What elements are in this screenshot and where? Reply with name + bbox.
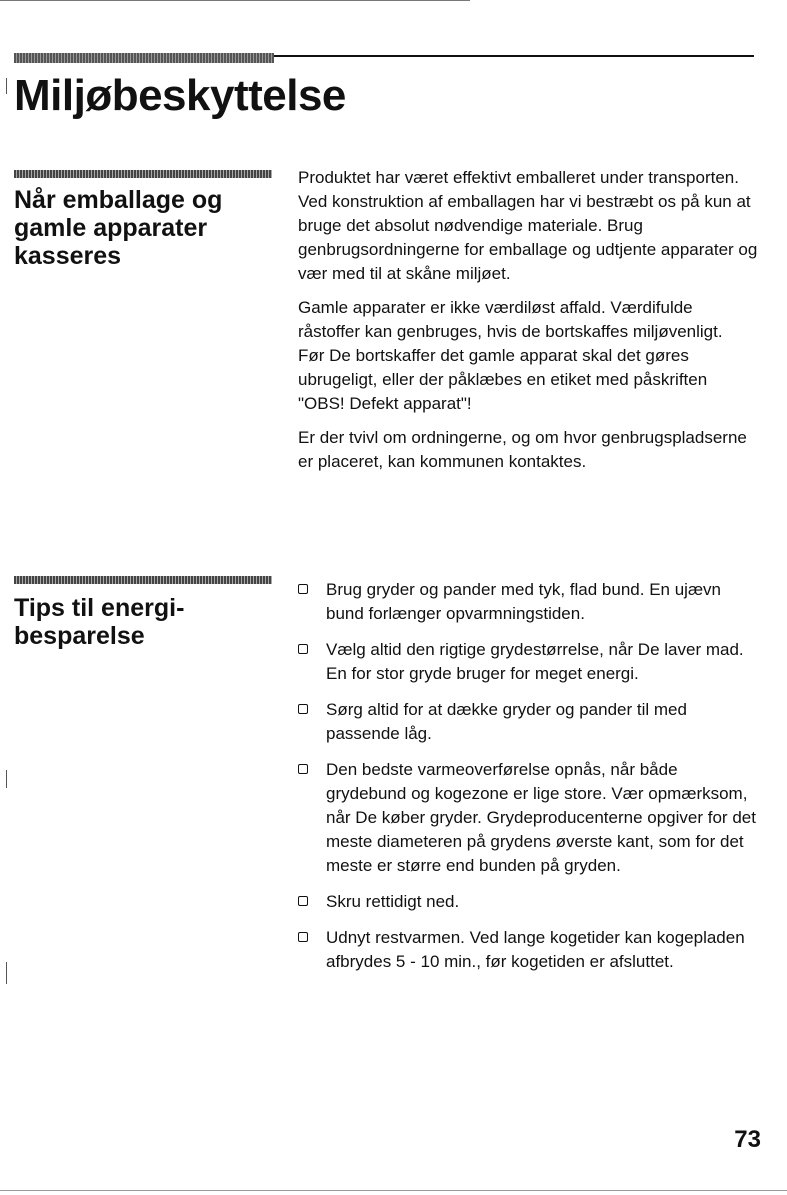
- environment-body: [298, 166, 758, 484]
- edge-mark: [6, 962, 7, 984]
- list-item: [298, 578, 758, 626]
- checkbox-square-icon: [298, 932, 308, 942]
- page-number: 73: [734, 1126, 761, 1153]
- section-bar: [14, 576, 272, 584]
- checkbox-square-icon: [298, 704, 308, 714]
- section-heading-environment: [14, 186, 284, 270]
- section-heading-line: Når emballage og: [14, 186, 223, 214]
- header-line: [274, 55, 754, 57]
- section-heading-line: gamle apparater: [14, 214, 208, 242]
- page-title: Miljøbeskyttelse: [14, 71, 346, 120]
- tip-text: Den bedste varmeoverførelse opnås, når både grydebund og kogezone er lige store. Vær opmærksom, når De køber gryder. Grydeproducenterne opgiver for det meste diameteren på grydens øverste kant, som for det meste er større end bunden på gryden.: [326, 760, 756, 875]
- energy-tips-list: [298, 578, 758, 986]
- list-item: [298, 698, 758, 746]
- section-bar: [14, 170, 272, 178]
- paragraph: Produktet har været effektivt emballeret under transporten. Ved konstruktion af emballagen har vi bestræbt os på kun at bruge det absolut nødvendige materiale. Brug genbrugsordningerne for emballage og udtjente apparater og vær med til at skåne miljøet.: [298, 168, 758, 283]
- list-item: [298, 890, 758, 914]
- list-item: [298, 758, 758, 878]
- tip-text: Sørg altid for at dække gryder og pander til med passende låg.: [326, 700, 687, 743]
- tip-text: Brug gryder og pander med tyk, flad bund. En ujævn bund forlænger opvarmningstiden.: [326, 580, 722, 623]
- tip-text: Vælg altid den rigtige grydestørrelse, når De laver mad. En for stor gryde bruger for meget energi.: [326, 640, 744, 683]
- top-rule: [0, 0, 470, 1]
- paragraph: Er der tvivl om ordningerne, og om hvor genbrugspladserne er placeret, kan kommunen kontaktes.: [298, 428, 747, 471]
- checkbox-square-icon: [298, 644, 308, 654]
- header-bar: [14, 53, 274, 63]
- bottom-rule: [0, 1190, 787, 1191]
- section-heading-line: Tips til energi-: [14, 594, 185, 622]
- tip-text: Skru rettidigt ned.: [326, 892, 460, 911]
- checkbox-square-icon: [298, 896, 308, 906]
- section-heading-energy: [14, 594, 284, 650]
- list-item: [298, 638, 758, 686]
- edge-mark: [6, 770, 7, 788]
- section-heading-line: kasseres: [14, 242, 122, 270]
- list-item: [298, 926, 758, 974]
- checkbox-square-icon: [298, 764, 308, 774]
- paragraph: Gamle apparater er ikke værdiløst affald. Værdifulde råstoffer kan genbruges, hvis de bortskaffes miljøvenligt. Før De bortskaffer det gamle apparat skal det gøres ubrugeligt, eller der påklæbes en etiket med påskriften "OBS! Defekt apparat"!: [298, 298, 723, 413]
- section-heading-line: besparelse: [14, 622, 145, 650]
- edge-mark: [6, 78, 7, 94]
- tip-text: Udnyt restvarmen. Ved lange kogetider kan kogepladen afbrydes 5 - 10 min., før kogetiden er afsluttet.: [326, 928, 745, 971]
- checkbox-square-icon: [298, 584, 308, 594]
